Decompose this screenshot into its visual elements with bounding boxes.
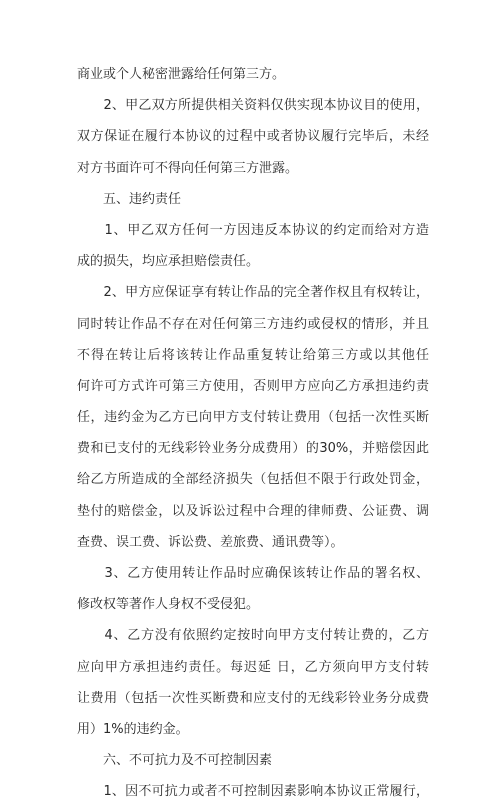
document-body	[77, 59, 429, 808]
text-line: 费和已支付的无线彩铃业务分成费用）的30%，并赔偿因此	[77, 441, 429, 457]
text-line: 给乙方所造成的全部经济损失（包括但不限于行政处罚金，	[77, 472, 429, 488]
section-heading: 六、不可抗力及不可控制因素	[77, 753, 273, 769]
text-line: 修改权等著作人身权不受侵犯。	[77, 597, 260, 613]
text-line: 应向甲方承担违约责任。每迟延 日，乙方须向甲方支付转	[77, 659, 429, 675]
section-heading: 五、违约责任	[77, 191, 182, 207]
text-line: 2、甲方应保证享有转让作品的完全著作权且有权转让，	[77, 285, 429, 301]
text-line: 对方书面许可不得向任何第三方泄露。	[77, 160, 299, 176]
text-line: 商业或个人秘密泄露给任何第三方。	[77, 67, 286, 82]
text-line: 何许可方式许可第三方使用，否则甲方应向乙方承担违约责	[77, 378, 429, 394]
text-line: 不得在转让后将该转让作品重复转让给第三方或以其他任	[77, 347, 429, 363]
text-line: 3、乙方使用转让作品时应确保该转让作品的署名权、	[77, 566, 429, 581]
text-line: 1、甲乙双方任何一方因违反本协议的约定而给对方造	[77, 222, 429, 238]
text-line: 垫付的赔偿金，以及诉讼过程中合理的律师费、公证费、调	[77, 503, 429, 519]
text-line: 同时转让作品不存在对任何第三方违约或侵权的情形，并且	[77, 316, 429, 332]
text-line: 1、因不可抗力或者不可控制因素影响本协议正常履行，	[77, 784, 429, 800]
text-line: 2、甲乙双方所提供相关资料仅供实现本协议目的使用，	[77, 98, 429, 114]
text-line: 4、乙方没有依照约定按时向甲方支付转让费的，乙方	[77, 628, 429, 644]
text-line: 查费、误工费、诉讼费、差旅费、通讯费等）。	[77, 534, 344, 550]
text-line: 用）1%的违约金。	[77, 721, 189, 737]
text-line: 让费用（包括一次性买断费和应支付的无线彩铃业务分成费	[77, 690, 429, 706]
text-line: 成的损失，均应承担赔偿责任。	[77, 254, 260, 270]
text-line: 双方保证在履行本协议的过程中或者协议履行完毕后，未经	[77, 129, 429, 145]
text-line: 任，违约金为乙方已向甲方支付转让费用（包括一次性买断	[77, 410, 429, 426]
